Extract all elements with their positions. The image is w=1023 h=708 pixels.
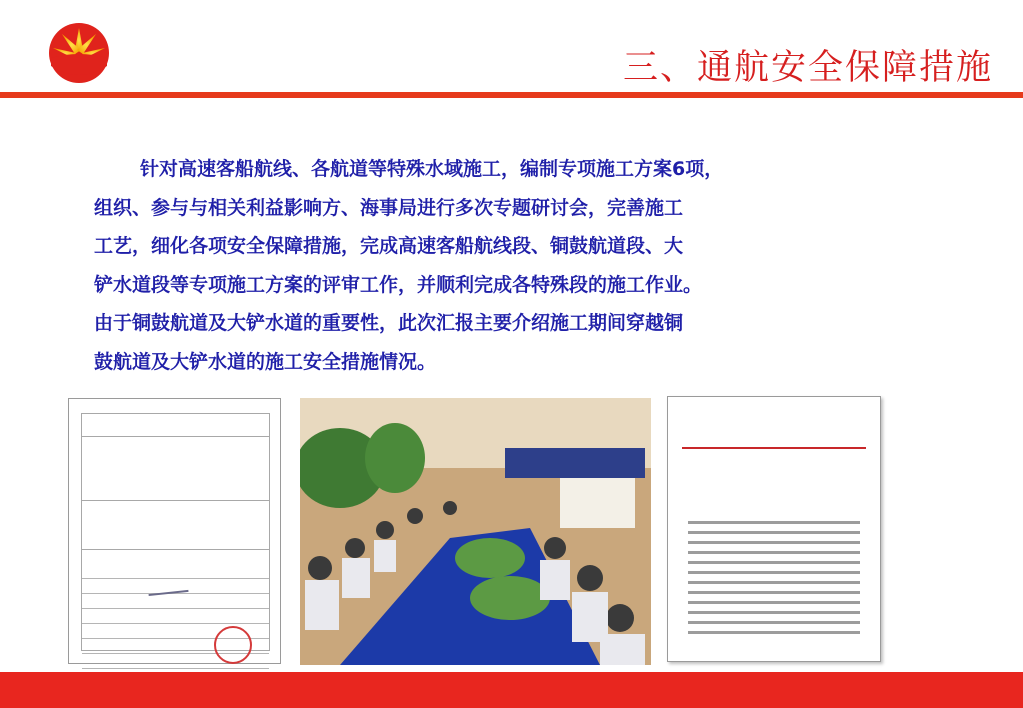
meeting-minutes-document-image xyxy=(667,396,881,662)
body-line: 鼓航道及大铲水道的施工安全措施情况。 xyxy=(94,350,437,373)
body-line: 由于铜鼓航道及大铲水道的重要性，此次汇报主要介绍施工期间穿越铜 xyxy=(94,312,684,334)
conference-meeting-photo xyxy=(300,398,651,665)
body-line: 针对高速客船航线、各航道等特殊水域施工，编制专项施工方案6项， xyxy=(140,158,724,180)
slide-title: 三、通航安全保障措施 xyxy=(622,48,993,88)
petrochina-logo-icon xyxy=(48,22,110,84)
title-divider xyxy=(0,92,1023,98)
body-paragraph xyxy=(94,150,854,381)
body-line: 工艺，细化各项安全保障措施，完成高速客船航线段、铜鼓航道段、大 xyxy=(94,235,684,257)
body-line: 铲水道段等专项施工方案的评审工作，并顺利完成各特殊段的施工作业。 xyxy=(94,273,703,296)
body-line: 组织、参与与相关利益影响方、海事局进行多次专题研讨会，完善施工 xyxy=(94,196,684,219)
construction-plan-document-image xyxy=(68,398,281,664)
footer-bar xyxy=(0,672,1023,708)
